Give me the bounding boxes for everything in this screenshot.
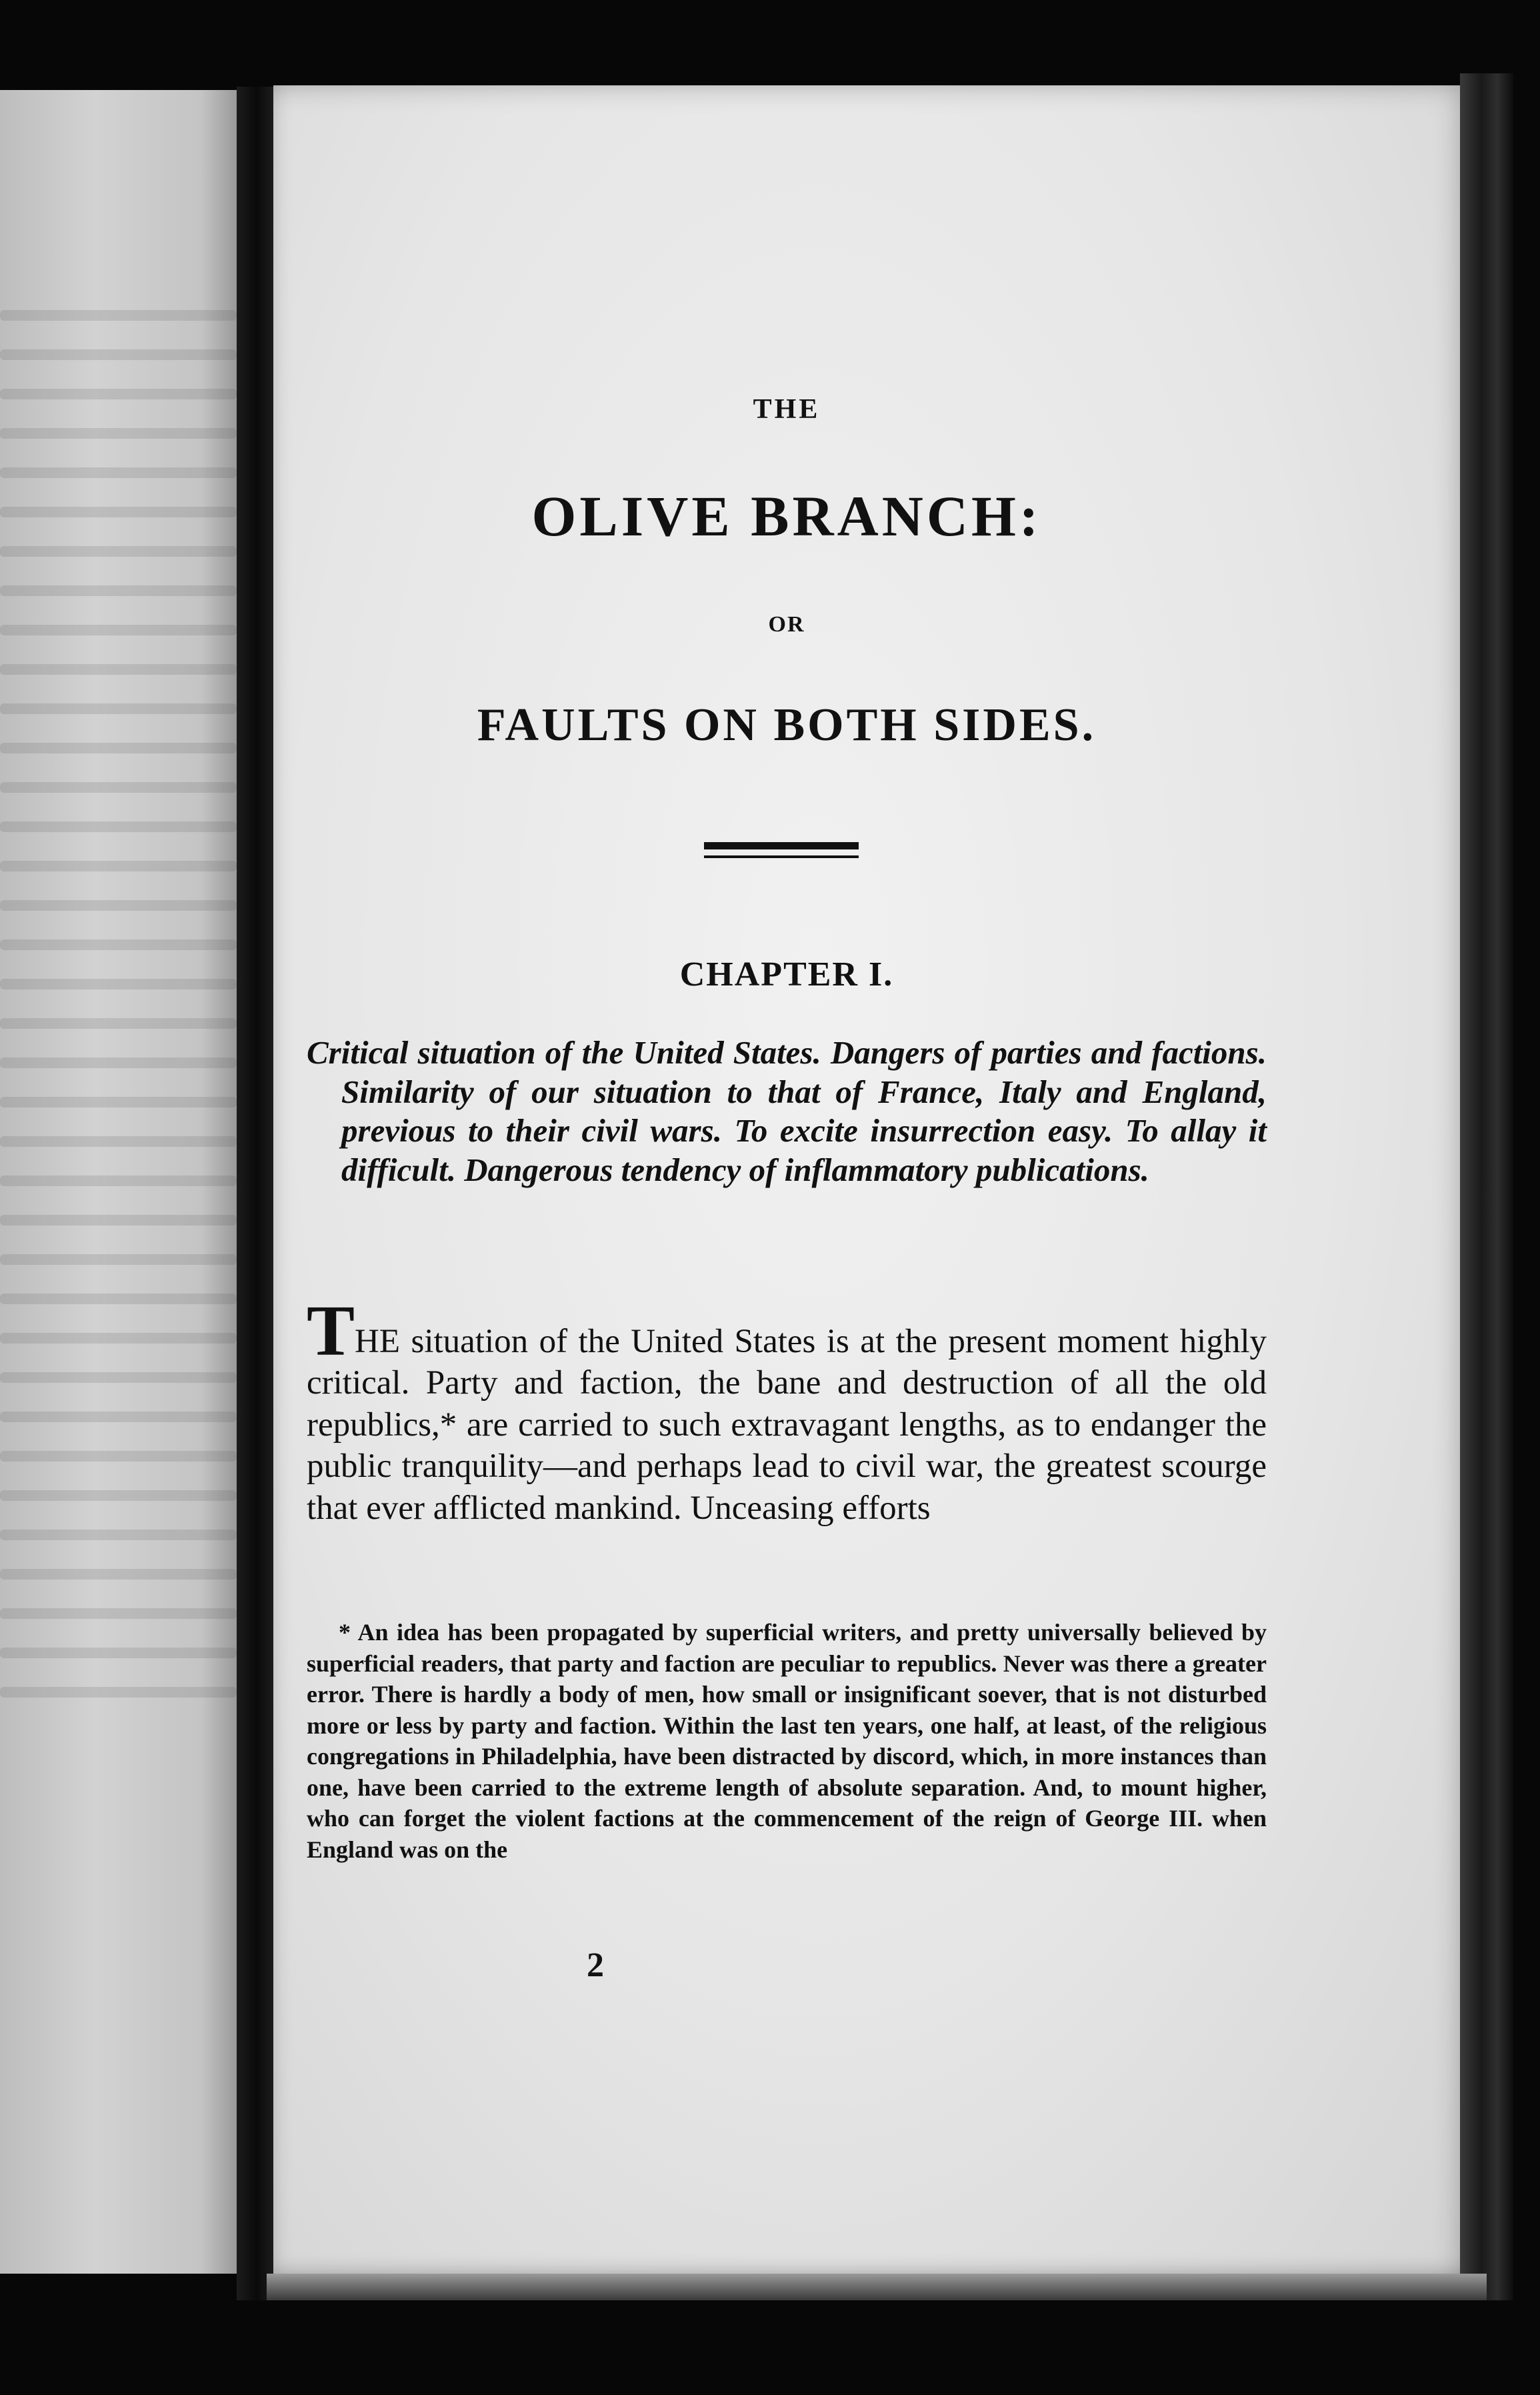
left-page-edge [0, 90, 237, 2274]
bottom-page-edge [267, 2274, 1487, 2300]
subtitle: FAULTS ON BOTH SIDES. [477, 699, 1097, 751]
book-gutter [237, 87, 277, 2300]
rule-thick-line [704, 842, 859, 849]
footnote: * An idea has been propagated by superficial writers, and pretty universally believed by superficial readers, that party and faction are peculiar to republics. Never was there a greater error. There is hardly a body of men, how small or insignificant soever, that is not disturbed more or less by party and faction. Within the last ten years, one half, at least, of the religious congregations in Philadelphia, have been distracted by discord, which, in more instances than one, have been carried to the extreme length of absolute separation. And, to mount higher, who can forget the violent factions at the commencement of the reign of George III. when England was on the [307, 1619, 1267, 1863]
chapter-summary-text: Critical situation of the United States. Dangers of parties and factions. Similarity of our situation to that of France, Italy and England, previous to their civil wars. To excite insurrection easy. To allay it difficult. Dangerous tendency of inflammatory publications. [307, 1034, 1267, 1188]
page-number: 2 [587, 1946, 604, 1984]
title-conjunction: OR [768, 612, 805, 637]
chapter-summary [307, 1033, 1267, 1189]
bleed-through-lines [0, 310, 237, 1726]
rule-thin-line [704, 855, 859, 858]
right-page-edge [1460, 73, 1513, 2300]
body-paragraph [307, 1292, 1267, 1529]
chapter-heading: CHAPTER I. [679, 955, 894, 993]
main-title: OLIVE BRANCH: [531, 484, 1042, 548]
title-rule [704, 842, 859, 862]
drop-cap: T [307, 1292, 355, 1371]
pre-title: THE [753, 394, 821, 425]
body-text: HE situation of the United States is at the present moment highly critical. Party and faction, the bane and destruction of all the old republics,* are carried to such extravagant lengths, as to endanger the public tranquility—and perhaps lead to civil war, the greatest scourge that ever afflicted mankind. Unceasing efforts [307, 1323, 1267, 1527]
